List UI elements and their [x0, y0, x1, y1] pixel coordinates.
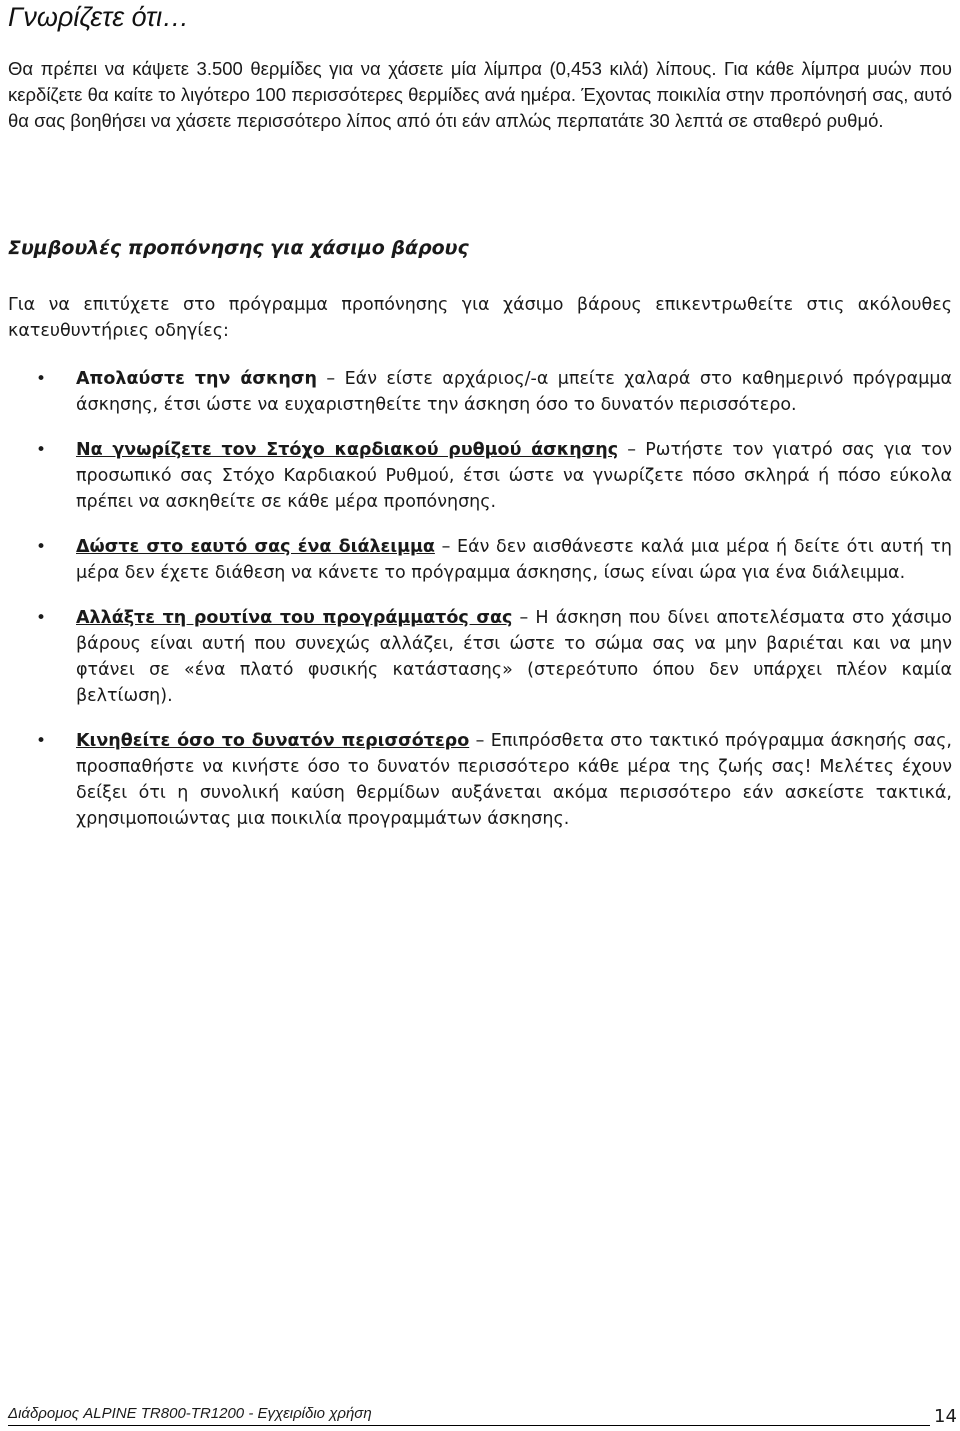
bullet-icon: •	[36, 731, 47, 751]
bullet-icon: •	[36, 608, 47, 628]
tip-item-target-heart-rate	[0, 437, 952, 515]
bullet-icon: •	[36, 440, 47, 460]
tip-title: Απολαύστε την άσκηση	[76, 369, 317, 389]
tip-title: Δώστε στο εαυτό σας ένα διάλειμμα	[76, 537, 435, 557]
bullet-icon: •	[36, 369, 47, 389]
tip-text: – Η άσκηση που δίνει αποτελέσματα στο χάσιμο βάρους είναι αυτή που συνεχώς αλλάζει, έτσι ώστε το σώμα σας να μην βαριέται και να μην φτάνει σε «ένα πλατό φυσικής κατάστασης» (στερεότυπο όπου δεν υπάρχει πλέον καμία βελτίωση).	[76, 608, 952, 706]
tip-text: – Εάν είστε αρχάριος/-α μπείτε χαλαρά στο καθημερινό πρόγραμμα άσκησης, έτσι ώστε να ευχαριστηθείτε την άσκηση όσο το δυνατόν περισσότερο.	[76, 369, 952, 415]
footer-document-title: Διάδρομος ALPINE TR800-TR1200 - Εγχειρίδιο χρήση	[8, 1405, 372, 1422]
bullet-icon: •	[36, 537, 47, 557]
tips-list	[0, 366, 960, 851]
section-heading: Συμβουλές προπόνησης για χάσιμο βάρους	[8, 237, 469, 259]
footer-divider	[8, 1425, 930, 1426]
page-number: 14	[934, 1406, 957, 1427]
tip-item-enjoy-exercise	[0, 366, 952, 418]
tip-item-change-routine	[0, 605, 952, 709]
tip-text: – Εάν δεν αισθάνεστε καλά μια μέρα ή δείτε ότι αυτή τη μέρα δεν έχετε διάθεση να κάνετε το πρόγραμμα άσκησης, ίσως είναι ώρα για ένα διάλειμμα.	[76, 537, 953, 583]
tip-text: – Επιπρόσθετα στο τακτικό πρόγραμμα άσκησής σας, προσπαθήστε να κινήστε όσο το δυνατόν περισσότερο κάθε μέρα της ζωής σας! Μελέτες έχουν δείξει ότι η συνολική καύση θερμίδων αυξάνεται ακόμα περισσότερο εάν ασκείστε τακτικά, χρησιμοποιώντας μια ποικιλία προγραμμάτων άσκησης.	[76, 731, 952, 829]
section-lead-paragraph: Για να επιτύχετε στο πρόγραμμα προπόνησης για χάσιμο βάρους επικεντρωθείτε στις ακόλουθες κατευθυντήριες οδηγίες:	[8, 295, 952, 341]
tip-title: Να γνωρίζετε τον Στόχο καρδιακού ρυθμού άσκησης	[76, 440, 619, 460]
tip-title: Αλλάξτε τη ρουτίνα του προγράμματός σας	[76, 608, 513, 628]
tip-text: – Ρωτήστε τον γιατρό σας για τον προσωπικό σας Στόχο Καρδιακού Ρυθμού, έτσι ώστε να γνωρίζετε πόσο σκληρά ή πόσο εύκολα πρέπει να ασκηθείτε σε κάθε μέρα προπόνησης.	[76, 440, 952, 512]
intro-paragraph: Θα πρέπει να κάψετε 3.500 θερμίδες για να χάσετε μία λίμπρα (0,453 κιλά) λίπους. Για κάθε λίμπρα μυών που κερδίζετε θα καίτε το λιγότερο 100 περισσότερες θερμίδες ανά ημέρα. Έχοντας ποικιλία στην προπόνησή σας, αυτό θα σας βοηθήσει να χάσετε περισσότερο λίπος από ότι εάν απλώς περπατάτε 30 λεπτά σε σταθερό ρυθμό.	[8, 58, 952, 131]
tip-item-move-more	[0, 728, 952, 832]
page-title: Γνωρίζετε ότι…	[8, 2, 190, 32]
tip-item-take-a-break	[0, 534, 952, 586]
tip-title: Κινηθείτε όσο το δυνατόν περισσότερο	[76, 731, 470, 751]
